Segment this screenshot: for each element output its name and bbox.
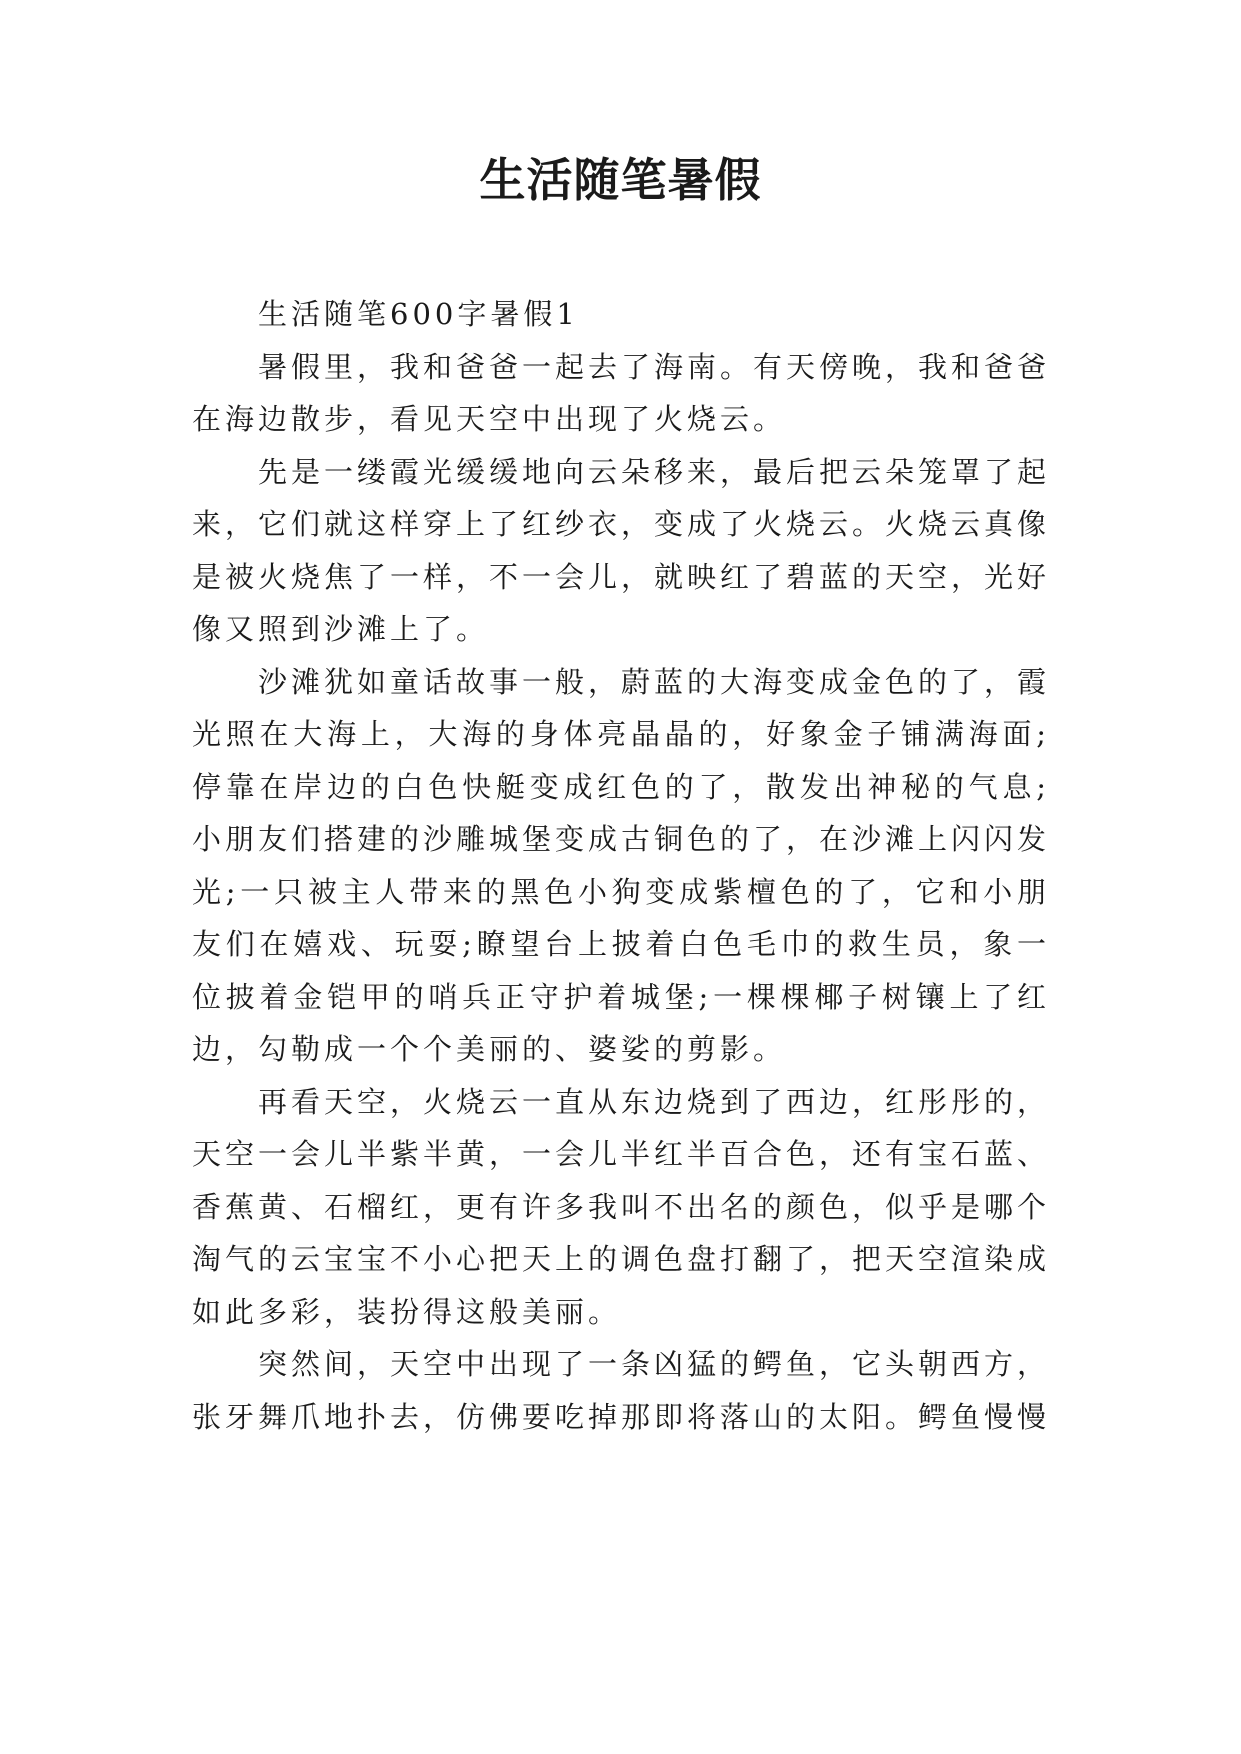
section-heading: 生活随笔600字暑假1 [258,297,579,331]
document-title: 生活随笔暑假 [479,153,762,207]
document-body [192,288,1050,1443]
paragraph: 暑假里，我和爸爸一起去了海南。有天傍晚，我和爸爸在海边散步，看见天空中出现了火烧云。 [192,349,1051,436]
paragraph: 先是一缕霞光缓缓地向云朵移来，最后把云朵笼罩了起来，它们就这样穿上了红纱衣，变成了火烧云。火烧云真像是被火烧焦了一样，不一会儿，就映红了碧蓝的天空，光好像又照到沙滩上了。 [192,454,1051,646]
paragraph: 再看天空，火烧云一直从东边烧到了西边，红彤彤的，天空一会儿半紫半黄，一会儿半红半百合色，还有宝石蓝、香蕉黄、石榴红，更有许多我叫不出名的颜色，似乎是哪个淘气的云宝宝不小心把天上的调色盘打翻了，把天空渲染成如此多彩，装扮得这般美丽。 [192,1084,1051,1329]
paragraph: 沙滩犹如童话故事一般，蔚蓝的大海变成金色的了，霞光照在大海上，大海的身体亮晶晶的，好象金子铺满海面;停靠在岸边的白色快艇变成红色的了，散发出神秘的气息;小朋友们搭建的沙雕城堡变成古铜色的了，在沙滩上闪闪发光;一只被主人带来的黑色小狗变成紫檀色的了，它和小朋友们在嬉戏、玩耍;瞭望台上披着白色毛巾的救生员，象一位披着金铠甲的哨兵正守护着城堡;一棵棵椰子树镶上了红边，勾勒成一个个美丽的、婆娑的剪影。 [192,664,1051,1066]
paragraph: 突然间，天空中出现了一条凶猛的鳄鱼，它头朝西方，张牙舞爪地扑去，仿佛要吃掉那即将落山的太阳。鳄鱼慢慢 [192,1347,1051,1434]
